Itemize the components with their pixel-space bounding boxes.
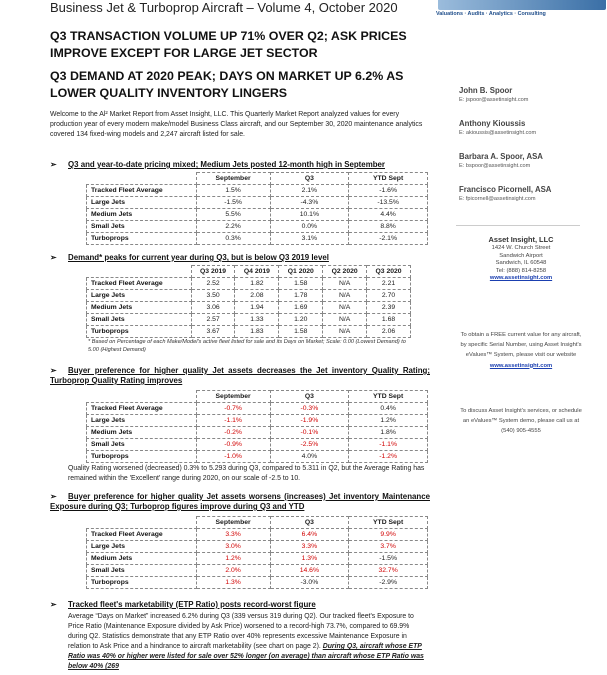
section-demand-title: ➢ Demand* peaks for current year during Q3, but is below Q3 2019 level bbox=[50, 253, 329, 262]
column-header: Q3 bbox=[270, 517, 349, 529]
company-address: Asset Insight, LLC 1424 W. Church Street Sandwich Airport Sandwich, IL 60548 Tel: (888) 814-8258 www.assetinsight.com bbox=[488, 235, 554, 282]
section-marketability-title: ➢ Tracked fleet's marketability (ETP Ratio) posts record-worst figure bbox=[50, 600, 316, 609]
table-row: Medium Jets -0.2% -0.1% 1.8% bbox=[87, 427, 428, 439]
contact-anthony-kioussis: Anthony Kioussis E: akioussis@assetinsight.com bbox=[459, 119, 537, 136]
table-row: Small Jets 2.57 1.33 1.20 N/A 1.68 bbox=[87, 314, 411, 326]
section-maintenance-title: ➢ Buyer preference for higher quality Jet assets worsens (increases) Jet inventory Maintenance Exposure during Q3; Turboprop figures improve during Q3 and YTD bbox=[50, 492, 430, 511]
column-header: Q2 2020 bbox=[323, 266, 367, 278]
bullet-arrow-icon: ➢ bbox=[50, 253, 57, 262]
column-header: Q4 2019 bbox=[235, 266, 279, 278]
table-row: Tracked Fleet Average 1.5% 2.1% -1.6% bbox=[87, 185, 428, 197]
demand-table bbox=[86, 265, 411, 338]
table-row: Medium Jets 3.06 1.94 1.69 N/A 2.39 bbox=[87, 302, 411, 314]
section-quality-title: ➢ Buyer preference for higher quality Jet assets decreases the Jet inventory Quality Rating; Turboprop Quality Rating improves bbox=[50, 366, 430, 385]
column-header: Q3 2019 bbox=[191, 266, 235, 278]
table-row: Small Jets -0.9% -2.5% -1.1% bbox=[87, 439, 428, 451]
sidebar-divider bbox=[456, 225, 580, 226]
table-header-row bbox=[87, 517, 428, 529]
report-title: Business Jet & Turboprop Aircraft – Volume 4, October 2020 bbox=[50, 0, 398, 15]
bullet-arrow-icon: ➢ bbox=[50, 492, 57, 501]
marketability-paragraph: Average “Days on Market” increased 6.2% during Q3 (339 versus 319 during Q2). Our tracked fleet's Exposure to Price Ratio (Maintenance Exposure divided by Ask Price) worsened to a record-high 73.7%, compared to 69.9% during Q2. Statistics demonstrate that any ETP Ratio over 40% represents excessive Maintenance Exposure in relation to Ask Price and a hindrance to aircraft marketability (see chart on page 2). During Q3, aircraft whose ETP Ratio was 40% or higher were listed for sale over 52% longer (on average) than aircraft whose ETP Ratio was below 40% (269 bbox=[68, 613, 424, 670]
intro-paragraph: Welcome to the Al² Market Report from Asset Insight, LLC. This Quarterly Market Report analyzed values for every production year of every modern make/model Business Class aircraft, and our September 30, 2020 maintenance analytics covered 134 fixed-wing models and 2,247 aircraft listed for sale. bbox=[50, 111, 423, 138]
logo-banner bbox=[438, 0, 606, 10]
bullet-arrow-icon: ➢ bbox=[50, 366, 57, 375]
column-header: September bbox=[196, 391, 270, 403]
pricing-table bbox=[86, 172, 428, 245]
headline-transaction-volume: Q3 TRANSACTION VOLUME UP 71% OVER Q2; ASK PRICES IMPROVE EXCEPT FOR LARGE JET SECTOR bbox=[50, 29, 407, 60]
table-row: Large Jets -1.1% -1.9% 1.2% bbox=[87, 415, 428, 427]
table-row: Small Jets 2.2% 0.0% 8.8% bbox=[87, 221, 428, 233]
logo-tagline: Valuations · Audits · Analytics · Consulting bbox=[436, 11, 546, 17]
table-row: Medium Jets 1.2% 1.3% -1.5% bbox=[87, 553, 428, 565]
website-link[interactable]: www.assetinsight.com bbox=[489, 275, 553, 282]
table-header-row bbox=[87, 266, 411, 278]
table-row: Small Jets 2.0% 14.6% 32.7% bbox=[87, 565, 428, 577]
marketability-emphasis: During Q3, aircraft whose ETP Ratio was 40% or higher were listed for sale over 52% longer (on average) than aircraft whose ETP Ratio was below 40% (269 bbox=[68, 643, 424, 670]
maintenance-table bbox=[86, 516, 428, 589]
website-link-2[interactable]: www.assetinsight.com bbox=[489, 362, 553, 369]
headline-demand: Q3 DEMAND AT 2020 PEAK; DAYS ON MARKET UP 6.2% AS LOWER QUALITY INVENTORY LINGERS bbox=[50, 69, 404, 100]
table-row: Medium Jets 5.5% 10.1% 4.4% bbox=[87, 209, 428, 221]
column-header: YTD Sept bbox=[349, 391, 428, 403]
column-header: Q3 bbox=[270, 391, 349, 403]
table-row: Large Jets -1.5% -4.3% -13.5% bbox=[87, 197, 428, 209]
quality-note: Quality Rating worsened (decreased) 0.3% to 5.293 during Q3, compared to 5.311 in Q2, but the Average Rating has remained within the 'Excellent' range during 2020, on our scale of -2.5 to 10. bbox=[68, 465, 425, 482]
demand-footnote: * Based on Percentage of each Make/Model's active fleet listed for sale and its Days on Market; Scale: 0.00 (Lowest Demand) to 5.00 (Highest Demand) bbox=[88, 339, 406, 353]
quality-table bbox=[86, 390, 428, 463]
table-row: Tracked Fleet Average 3.3% 6.4% 9.9% bbox=[87, 529, 428, 541]
contact-barbara-spoor: Barbara A. Spoor, ASA E: bspoor@assetinsight.com bbox=[459, 152, 543, 169]
column-header: YTD Sept bbox=[349, 517, 428, 529]
table-row: Tracked Fleet Average -0.7% -0.3% 0.4% bbox=[87, 403, 428, 415]
column-header: Q3 2020 bbox=[367, 266, 411, 278]
bullet-arrow-icon: ➢ bbox=[50, 160, 57, 169]
table-header-row bbox=[87, 173, 428, 185]
demo-note: To discuss Asset Insight's services, or schedule an eValues™ System demo, please call us at (540) 905-4555 bbox=[460, 408, 582, 435]
column-header: YTD Sept bbox=[349, 173, 428, 185]
column-header: September bbox=[196, 173, 270, 185]
free-value-note: To obtain a FREE current value for any aircraft, by specific Serial Number, using Asset Insight's eValues™ System, please visit our website www.assetinsight.com bbox=[460, 332, 582, 369]
column-header: Q3 bbox=[270, 173, 349, 185]
table-row: Turboprops 3.67 1.83 1.58 N/A 2.06 bbox=[87, 326, 411, 338]
table-header-row bbox=[87, 391, 428, 403]
contact-john-spoor: John B. Spoor E: jspoor@assetinsight.com bbox=[459, 86, 529, 103]
table-row: Turboprops 0.3% 3.1% -2.1% bbox=[87, 233, 428, 245]
table-row: Turboprops 1.3% -3.0% -2.9% bbox=[87, 577, 428, 589]
table-row: Tracked Fleet Average 2.52 1.82 1.58 N/A 2.21 bbox=[87, 278, 411, 290]
column-header: September bbox=[196, 517, 270, 529]
company-logo bbox=[432, 0, 607, 22]
table-row: Large Jets 3.0% 3.3% 3.7% bbox=[87, 541, 428, 553]
table-row: Turboprops -1.0% 4.0% -1.2% bbox=[87, 451, 428, 463]
section-pricing-title: ➢ Q3 and year-to-date pricing mixed; Medium Jets posted 12-month high in September bbox=[50, 160, 385, 169]
bullet-arrow-icon: ➢ bbox=[50, 600, 57, 609]
column-header: Q1 2020 bbox=[279, 266, 323, 278]
contact-francisco-picornell: Francisco Picornell, ASA E: fpicornell@assetinsight.com bbox=[459, 185, 552, 202]
table-row: Large Jets 3.50 2.08 1.78 N/A 2.70 bbox=[87, 290, 411, 302]
